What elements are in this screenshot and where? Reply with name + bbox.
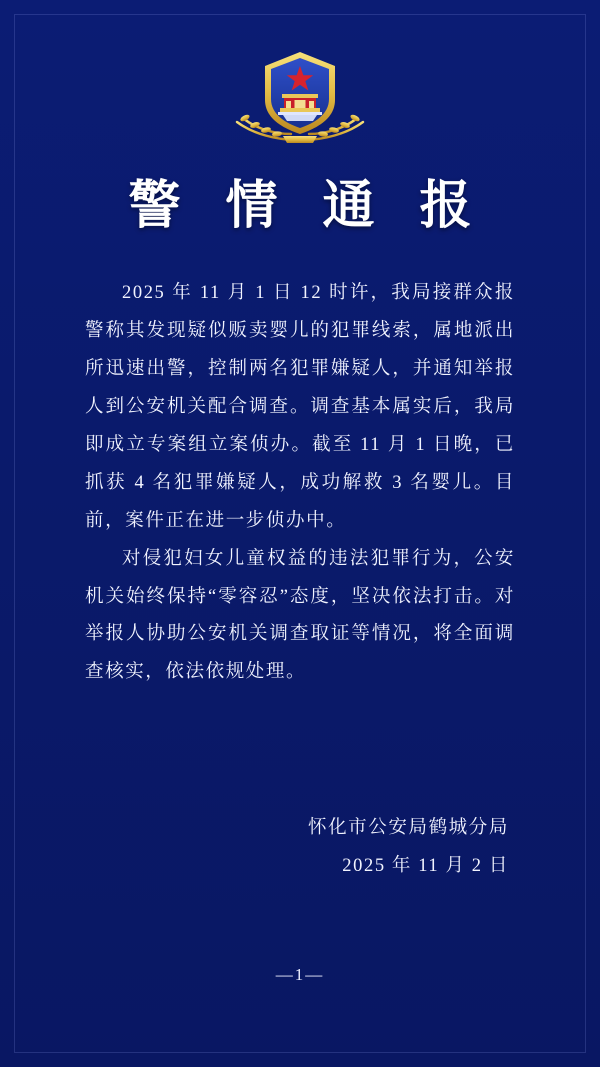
signature-block — [85, 810, 515, 886]
page-number: —1— — [275, 965, 325, 984]
china-police-emblem — [225, 44, 375, 152]
emblem-graphic — [225, 44, 375, 152]
signature-date: 2025 年 11 月 2 日 — [342, 856, 509, 877]
notice-paragraph-1: 2025 年 11 月 1 日 12 时许，我局接群众报警称其发现疑似贩卖婴儿的犯罪线索，属地派出所迅速出警，控制两名犯罪嫌疑人，并通知举报人到公安机关配合调查。调查基本属实后，我局即成立专案组立案侦办。截至 11 月 1 日晚，已抓获 4 名犯罪嫌疑人，成功解救 3 名婴儿。目前，案件正在进一步侦办中。 — [85, 283, 515, 531]
notice-body — [85, 275, 515, 692]
page-title: 警 情 通 报 — [128, 178, 488, 235]
signature-organization: 怀化市公安局鹤城分局 — [307, 818, 509, 839]
notice-paragraph-2: 对侵犯妇女儿童权益的违法犯罪行为，公安机关始终保持“零容忍”态度，坚决依法打击。对举报人协助公安机关调查取证等情况，将全面调查核实，依法依规处理。 — [85, 548, 515, 683]
